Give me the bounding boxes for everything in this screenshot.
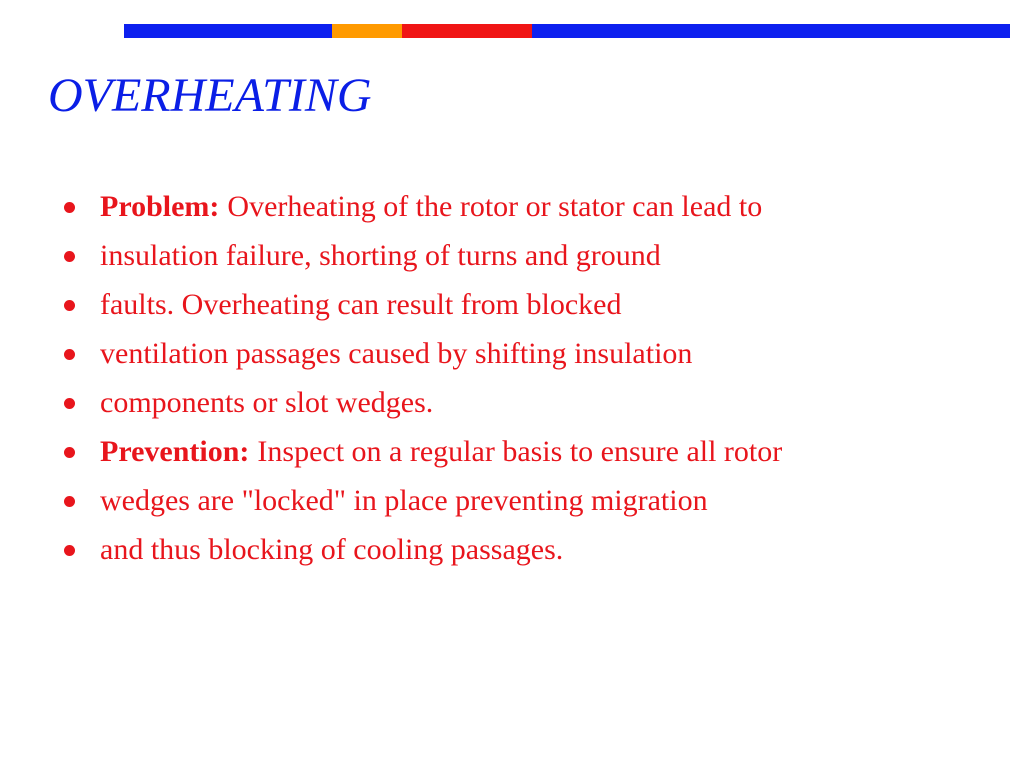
bullet-item (60, 525, 782, 574)
bullet-text: components or slot wedges. (100, 386, 434, 419)
bullet-text: wedges are "locked" in place preventing migration (100, 484, 708, 517)
top-bar-red-segment (402, 24, 532, 38)
bullet-item (60, 329, 782, 378)
decorative-top-bar (124, 24, 1010, 38)
bullet-lead-label: Prevention: (100, 435, 250, 468)
bullet-dot-icon (64, 349, 75, 360)
bullet-item (60, 280, 782, 329)
bullet-dot-icon (64, 251, 75, 262)
bullet-lead-label: Problem: (100, 190, 220, 223)
bullet-dot-icon (64, 496, 75, 507)
slide-title: OVERHEATING (48, 69, 372, 122)
bullet-item (60, 476, 782, 525)
bullet-text: and thus blocking of cooling passages. (100, 533, 564, 566)
top-bar-blue-segment-right (532, 24, 1010, 38)
bullet-dot-icon (64, 447, 75, 458)
bullet-text: ventilation passages caused by shifting insulation (100, 337, 693, 370)
bullet-dot-icon (64, 398, 75, 409)
bullet-item (60, 378, 782, 427)
bullet-text: faults. Overheating can result from blocked (100, 288, 622, 321)
bullet-dot-icon (64, 202, 75, 213)
bullet-text: Inspect on a regular basis to ensure all rotor (257, 435, 783, 468)
top-bar-orange-segment (332, 24, 402, 38)
bullet-item (60, 182, 782, 231)
bullet-text: insulation failure, shorting of turns and ground (100, 239, 661, 272)
bullet-list (60, 182, 782, 574)
top-bar-blue-segment (124, 24, 332, 38)
bullet-dot-icon (64, 545, 75, 556)
bullet-dot-icon (64, 300, 75, 311)
bullet-item (60, 427, 782, 476)
bullet-text: Overheating of the rotor or stator can lead to (227, 190, 763, 223)
bullet-item (60, 231, 782, 280)
